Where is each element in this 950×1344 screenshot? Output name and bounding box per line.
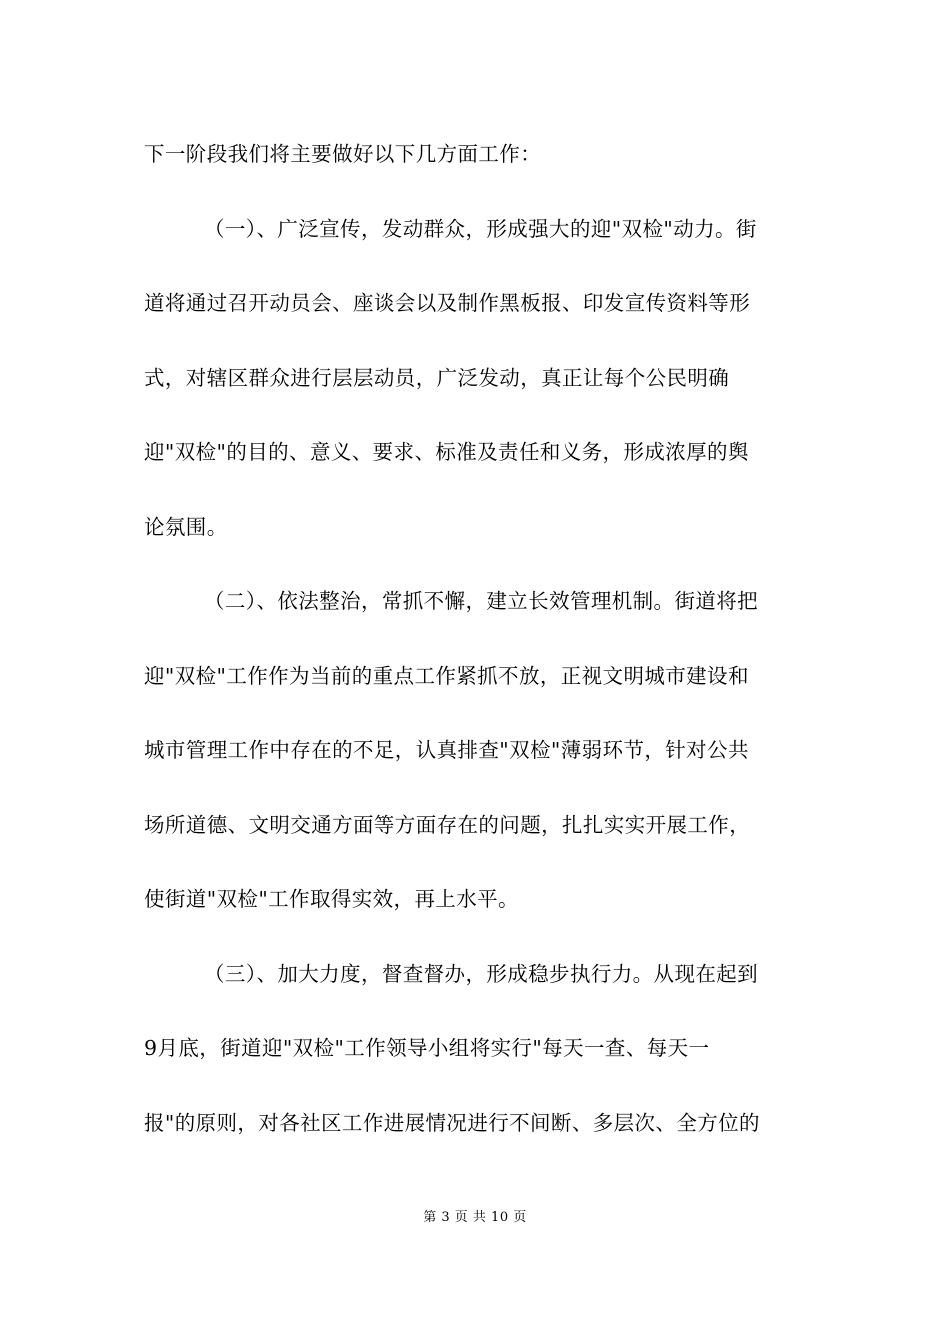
paragraph-line: 城市管理工作中存在的不足，认真排查"双检"薄弱环节，针对公共 [144, 738, 749, 762]
paragraph-line: 迎"双检"工作作为当前的重点工作紧抓不放，正视文明城市建设和 [144, 663, 749, 688]
paragraph-line: 下一阶段我们将主要做好以下几方面工作： [144, 142, 542, 166]
paragraph-line: （三）、加大力度，督查督办，形成稳步执行力。从现在起到 [204, 961, 759, 986]
paragraph-line: （一）、广泛宣传，发动群众，形成强大的迎"双检"动力。街 [204, 216, 757, 241]
paragraph-line: 场所道德、文明交通方面等方面存在的问题，扎扎实实开展工作， [144, 812, 751, 837]
paragraph-line: （二）、依法整治，常抓不懈，建立长效管理机制。街道将把 [204, 589, 759, 613]
body-text [144, 134, 806, 1177]
paragraph-line: 道将通过召开动员会、座谈会以及制作黑板报、印发宣传资料等形 [144, 291, 751, 315]
paragraph-line: 报"的原则，对各社区工作进展情况进行不间断、多层次、全方位的 [144, 1110, 760, 1135]
paragraph-line: 9月底，街道迎"双检"工作领导小组将实行"每天一查、每天一 [144, 1036, 710, 1060]
paragraph-line: 迎"双检"的目的、意义、要求、标准及责任和义务，形成浓厚的舆 [144, 440, 749, 464]
paragraph-line: 使街道"双检"工作取得实效，再上水平。 [144, 887, 519, 911]
page-number-footer: 第 3 页 共 10 页 [423, 1210, 527, 1225]
paragraph-line: 式，对辖区群众进行层层动员，广泛发动，真正让每个公民明确 [144, 365, 730, 390]
paragraph-line: 论氛围。 [144, 514, 228, 539]
